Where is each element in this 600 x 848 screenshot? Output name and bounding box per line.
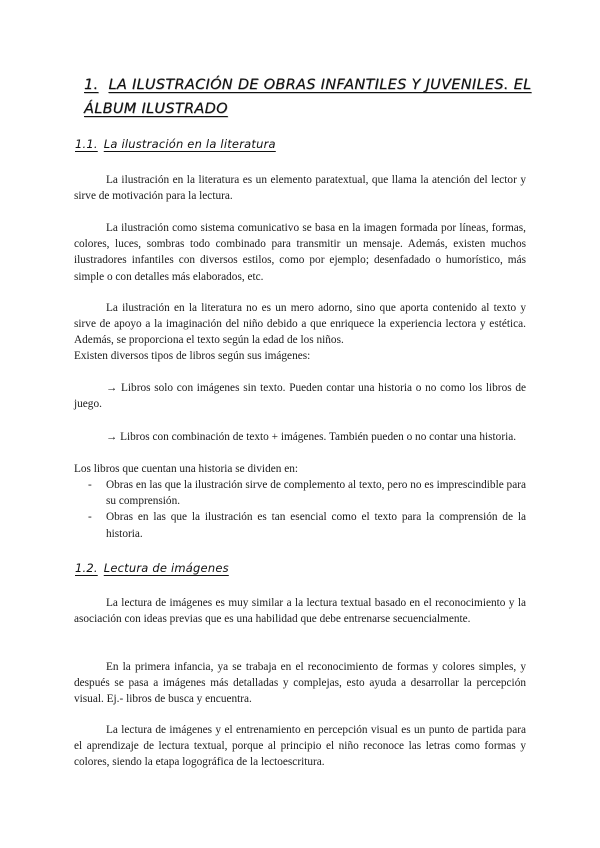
paragraph: Los libros que cuentan una historia se dividen en: bbox=[74, 463, 299, 475]
paragraph: → Libros con combinación de texto + imágenes. También pueden o no contar una historia. bbox=[106, 431, 517, 443]
list-item bbox=[74, 477, 526, 509]
section-title: Lectura de imágenes bbox=[103, 561, 229, 575]
list-item-text: Obras en las que la ilustración sirve de complemento al texto, pero no es imprescindible para su comprensión. bbox=[106, 479, 526, 508]
section-number: 1.1. bbox=[75, 137, 98, 151]
section-title: La ilustración en la literatura bbox=[103, 137, 276, 151]
paragraph: La ilustración en la literatura no es un mero adorno, sino que aporta contenido al texto y sirve de apoyo a la imaginación del niño debido a que enriquece la experiencia lectora y estética. Además, se proporciona el texto según la edad de los niños. bbox=[74, 302, 526, 347]
page-title bbox=[84, 73, 544, 121]
paragraph: La ilustración como sistema comunicativo se basa en la imagen formada por líneas, formas, colores, luces, sombras todo combinado para transmitir un mensaje. Además, existen muchos ilustradores infantiles con diversos estilos, como por ejemplo; desenfadado o humorístico, más simple o con detalles más elaborados, etc. bbox=[74, 222, 526, 283]
list-item-text: Obras en las que la ilustración es tan esencial como el texto para la comprensión de la historia. bbox=[106, 511, 526, 540]
paragraph: → Libros solo con imágenes sin texto. Pueden contar una historia o no como los libros de juego. bbox=[74, 382, 526, 411]
paragraph: La lectura de imágenes y el entrenamiento en percepción visual es un punto de partida para el aprendizaje de lectura textual, porque al principio el niño reconoce las letras como formas y colores, siendo la etapa logográfica de la lectoescritura. bbox=[74, 724, 526, 769]
paragraph: La ilustración en la literatura es un elemento paratextual, que llama la atención del lector y sirve de motivación para la lectura. bbox=[74, 174, 526, 203]
paragraph: En la primera infancia, ya se trabaja en el reconocimiento de formas y colores simples, y después se pasa a imágenes más detalladas y complejas, esto ayuda a desarrollar la percepción visual. Ej.- libros de busca y encuentra. bbox=[74, 661, 526, 706]
bullet-dash: - bbox=[88, 479, 92, 491]
bullet-dash: - bbox=[88, 511, 92, 524]
title-number: 1. bbox=[84, 77, 99, 93]
list-item bbox=[74, 509, 526, 541]
section-number: 1.2. bbox=[75, 561, 98, 575]
paragraph: La lectura de imágenes es muy similar a la lectura textual basado en el reconocimiento y la asociación con ideas previas que es una habilidad que debe entrenarse secuencialmente. bbox=[74, 597, 526, 626]
title-text: LA ILUSTRACIÓN DE OBRAS INFANTILES Y JUVENILES. EL ÁLBUM ILUSTRADO bbox=[84, 77, 532, 117]
section-heading-1-2 bbox=[75, 561, 229, 575]
bullet-list bbox=[74, 477, 526, 542]
paragraph: Existen diversos tipos de libros según sus imágenes: bbox=[74, 350, 311, 362]
section-heading-1-1 bbox=[75, 137, 276, 151]
